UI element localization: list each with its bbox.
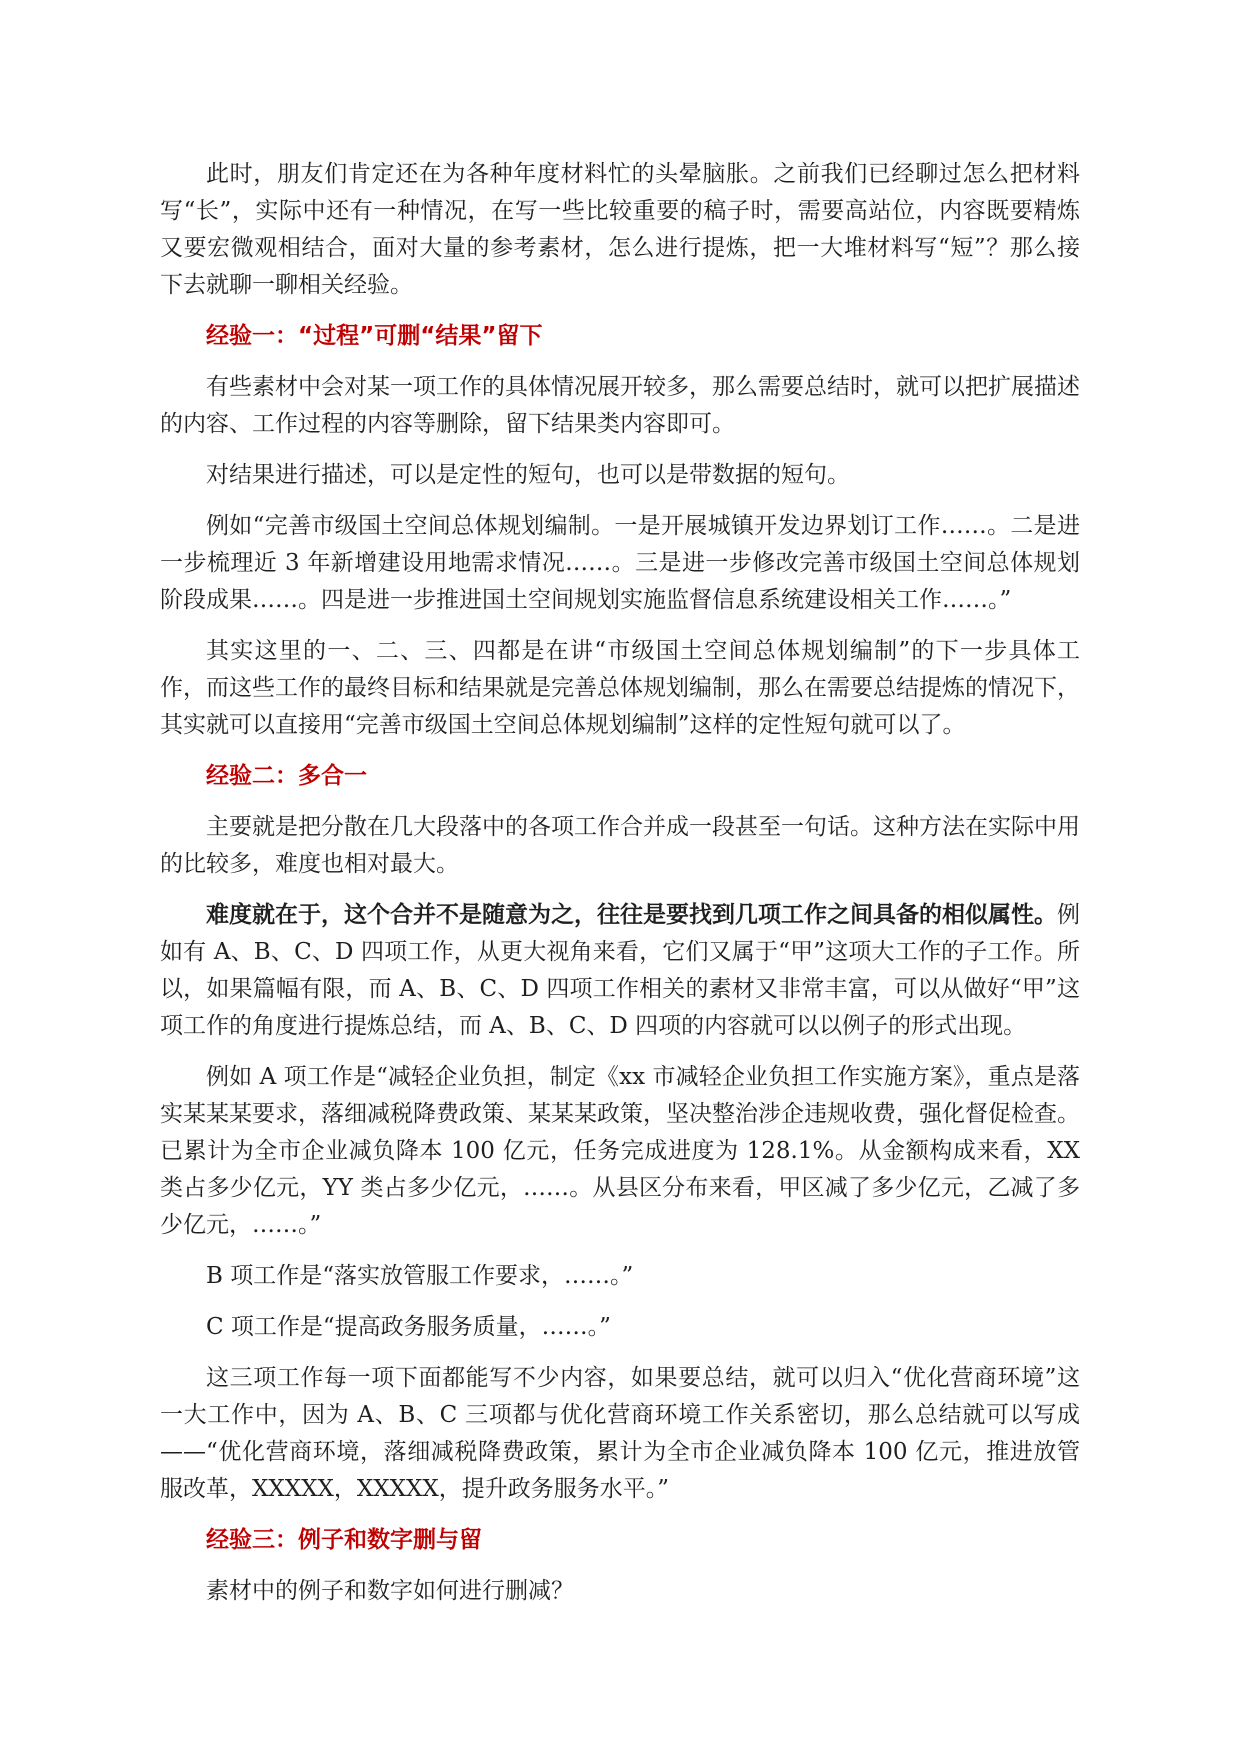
paragraph: 例如 A 项工作是“减轻企业负担，制定《xx 市减轻企业负担工作实施方案》，重点是落实某某某要求，落细减税降费政策、某某某政策，坚决整治涉企违规收费，强化督促检查。已累计为全市企业减负降本 100 亿元，任务完成进度为 128.1%。从金额构成来看，XX 类占多少亿元，YY 类占多少亿元，……。从县区分布来看，甲区减了多少亿元，乙减了多少亿元，……。” [160,1064,1080,1238]
section-heading-3: 经验三：例子和数字删与留 [206,1527,482,1553]
paragraph: 这三项工作每一项下面都能写不少内容，如果要总结，就可以归入“优化营商环境”这一大工作中，因为 A、B、C 三项都与优化营商环境工作关系密切，那么总结就可以写成——“优化营商环境，落细减税降费政策，累计为全市企业减负降本 100 亿元，推进放管服改革，XXXXX，XXXXX，提升政务服务水平。” [160,1365,1080,1502]
emphasis-text: 难度就在于，这个合并不是随意为之，往往是要找到几项工作之间具备的相似属性。 [206,902,1057,928]
paragraph: 主要就是把分散在几大段落中的各项工作合并成一段甚至一句话。这种方法在实际中用的比较多，难度也相对最大。 [160,814,1080,877]
paragraph: B 项工作是“落实放管服工作要求，……。” [206,1263,634,1289]
paragraph: 有些素材中会对某一项工作的具体情况展开较多，那么需要总结时，就可以把扩展描述的内容、工作过程的内容等删除，留下结果类内容即可。 [160,374,1080,437]
paragraph: 素材中的例子和数字如何进行删减？ [206,1578,574,1604]
paragraph: C 项工作是“提高政务服务质量，……。” [206,1314,611,1340]
section-heading-1: 经验一：“过程”可删“结果”留下 [206,323,543,349]
paragraph: 例如“完善市级国土空间总体规划编制。一是开展城镇开发边界划订工作……。二是进一步梳理近 3 年新增建设用地需求情况……。三是进一步修改完善市级国土空间总体规划阶段成果……。四是进一步推进国土空间规划实施监督信息系统建设相关工作……。” [160,513,1080,613]
paragraph: 其实这里的一、二、三、四都是在讲“市级国土空间总体规划编制”的下一步具体工作，而这些工作的最终目标和结果就是完善总体规划编制，那么在需要总结提炼的情况下，其实就可以直接用“完善市级国土空间总体规划编制”这样的定性短句就可以了。 [160,638,1080,738]
article-body [160,156,1080,1624]
paragraph-text: 例如有 A、B、C、D 四项工作，从更大视角来看，它们又属于“甲”这项大工作的子工作。所以，如果篇幅有限，而 A、B、C、D 四项工作相关的素材又非常丰富，可以从做好“甲”这项工作的角度进行提炼总结，而 A、B、C、D 四项的内容就可以以例子的形式出现。 [160,902,1080,1039]
paragraph-with-emphasis [160,897,1080,1045]
paragraph: 对结果进行描述，可以是定性的短句，也可以是带数据的短句。 [206,462,850,488]
intro-paragraph: 此时，朋友们肯定还在为各种年度材料忙的头晕脑胀。之前我们已经聊过怎么把材料写“长”，实际中还有一种情况，在写一些比较重要的稿子时，需要高站位，内容既要精炼又要宏微观相结合，面对大量的参考素材，怎么进行提炼，把一大堆材料写“短”？那么接下去就聊一聊相关经验。 [160,161,1080,298]
section-heading-2: 经验二：多合一 [206,763,367,789]
